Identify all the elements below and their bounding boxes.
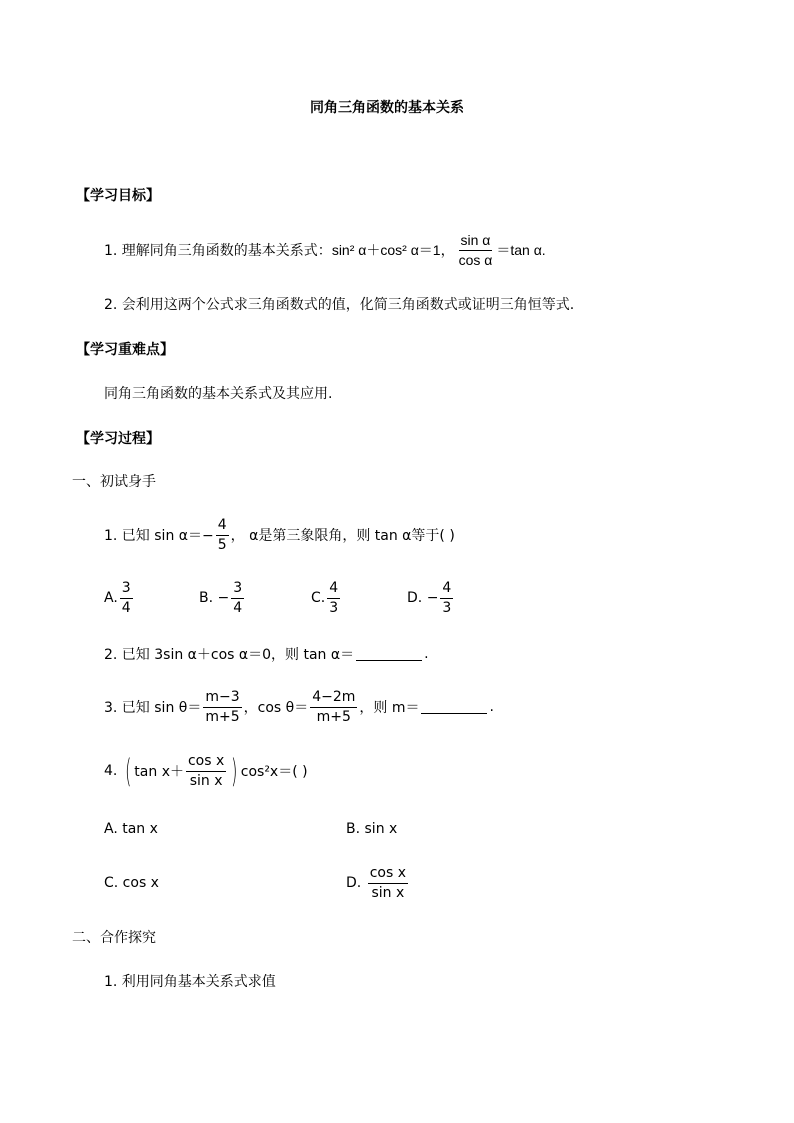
q2-suffix: . [424,646,429,662]
question-2 [104,634,429,674]
q4-option-a: A. tan x [104,821,158,837]
q1-suffix: ， α是第三象限角，则 tan α等于( ) [230,528,455,544]
option-label: B. [199,590,214,606]
numerator: sin α [459,232,493,251]
section-key: 【学习重难点】 [76,342,174,358]
denominator: 3 [442,599,452,616]
denominator: sin x [189,772,223,789]
question-3 [104,687,494,727]
q4-suffix: cos²x＝( ) [240,764,308,780]
goal-1-prefix: 1. 理解同角三角函数的基本关系式： [104,243,332,259]
goal-1-identity: sin² α＋cos² α＝1， [331,242,455,258]
numerator: cos x [186,753,226,772]
numerator: 3 [120,580,133,599]
denominator: 4 [233,599,243,616]
numerator: m−3 [203,689,241,708]
q1-prefix: 1. 已知 sin α＝− [104,528,214,544]
denominator: m+5 [205,708,240,725]
q1-option-b [199,578,246,618]
question-1 [104,515,455,555]
denominator: 4 [121,599,131,616]
option-label: D. [407,590,423,606]
key-text: 同角三角函数的基本关系式及其应用. [104,386,333,402]
numerator: 4 [216,517,229,536]
option-label: A. [104,590,118,606]
numerator: cos x [368,865,408,884]
denominator: 5 [217,536,227,553]
part2-heading: 二、合作探究 [72,930,156,946]
section-goals: 【学习目标】 [76,188,160,204]
section-process: 【学习过程】 [76,431,160,447]
q4-option-d [346,863,410,903]
sign: − [217,590,230,606]
q1-option-c [311,578,342,618]
part1-heading: 一、初试身手 [72,474,156,490]
q3-fraction-1 [203,689,241,726]
q4-option-c: C. cos x [104,875,159,891]
q4-prefix: 4. [104,763,118,779]
sign: − [426,590,439,606]
q4-tan: tan x＋ [134,764,184,780]
left-paren: ( [124,752,132,790]
denominator: 3 [329,599,339,616]
q3-suffix: ，则 m＝ [359,700,420,716]
denominator: m+5 [316,708,351,725]
numerator: 4 [440,580,453,599]
denominator: cos α [458,251,493,268]
goal-item-2: 2. 会利用这两个公式求三角函数式的值，化简三角函数式或证明三角恒等式. [104,297,575,313]
q1-option-a [104,578,135,618]
q4-option-b: B. sin x [346,821,398,837]
denominator: sin x [371,884,405,901]
goal-1-tan: ＝tan α. [496,242,546,258]
option-label: C. [311,590,326,606]
numerator: 4 [327,580,340,599]
right-paren: ) [231,752,238,790]
part2-item-1: 1. 利用同角基本关系式求值 [104,974,276,990]
goal-item-1 [104,230,546,270]
page-title: 同角三角函数的基本关系 [310,100,464,116]
q1-option-d [407,578,455,618]
numerator: 3 [231,580,244,599]
goal-1-fraction [457,232,495,269]
q3-mid: ，cos θ＝ [243,700,309,716]
q4-fraction [186,753,226,790]
q3-prefix: 3. 已知 sin θ＝ [104,700,202,716]
q3-fraction-2 [310,689,357,726]
option-label: D. [346,875,362,891]
numerator: 4−2m [310,689,357,708]
q3-end: . [489,699,494,715]
question-4 [104,751,308,791]
answer-blank [421,701,487,714]
q2-prefix: 2. 已知 3sin α＋cos α＝0，则 tan α＝ [104,647,355,663]
q1-fraction [216,517,229,554]
answer-blank [356,648,422,661]
